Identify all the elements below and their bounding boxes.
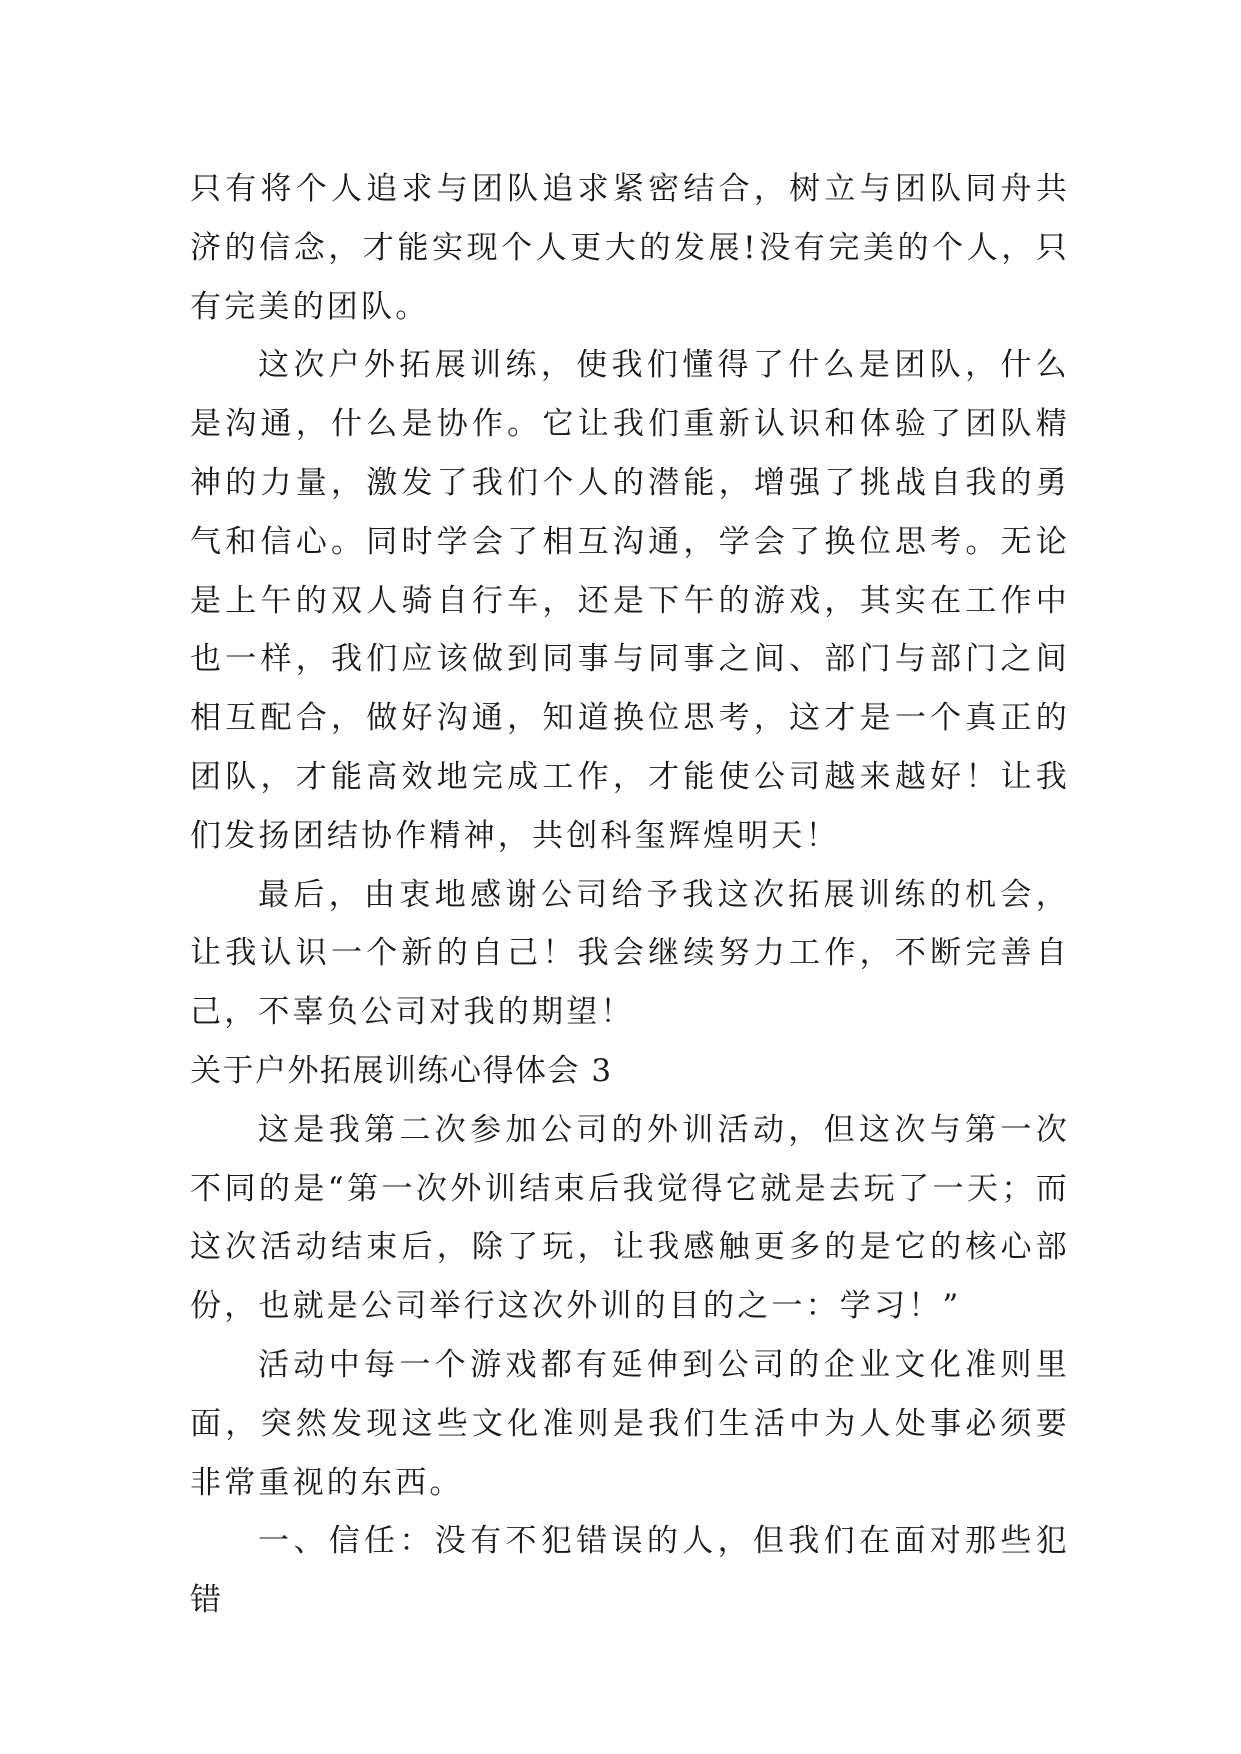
paragraph-trust: 一、信任：没有不犯错误的人，但我们在面对那些犯错 xyxy=(190,1523,1070,1619)
section-heading: 关于户外拓展训练心得体会 3 xyxy=(190,1052,613,1089)
paragraph-team-pursuit: 只有将个人追求与团队追求紧密结合，树立与团队同舟共济的信念，才能实现个人更大的发展!没有完美的个人，只有完美的团队。 xyxy=(190,171,1070,325)
document-body xyxy=(190,160,1070,1630)
paragraph-culture-principles: 活动中每一个游戏都有延伸到公司的企业文化准则里面，突然发现这些文化准则是我们生活中为人处事必须要非常重视的东西。 xyxy=(190,1346,1070,1501)
paragraph-second-training: 这是我第二次参加公司的外训活动，但这次与第一次不同的是“第一次外训结束后我觉得它就是去玩了一天；而这次活动结束后，除了玩，让我感触更多的是它的核心部份，也就是公司举行这次外训的目的之一：学习！” xyxy=(190,1111,1070,1325)
paragraph-training-lessons: 这次户外拓展训练，使我们懂得了什么是团队，什么是沟通，什么是协作。它让我们重新认识和体验了团队精神的力量，激发了我们个人的潜能，增强了挑战自我的勇气和信心。同时学会了相互沟通，学会了换位思考。无论是上午的双人骑自行车，还是下午的游戏，其实在工作中也一样，我们应该做到同事与同事之间、部门与部门之间相互配合，做好沟通，知道换位思考，这才是一个真正的团队，才能高效地完成工作，才能使公司越来越好！让我们发扬团结协作精神，共创科玺辉煌明天！ xyxy=(190,347,1070,854)
paragraph-gratitude: 最后，由衷地感谢公司给予我这次拓展训练的机会，让我认识一个新的自己！我会继续努力工作，不断完善自己，不辜负公司对我的期望！ xyxy=(190,876,1070,1031)
